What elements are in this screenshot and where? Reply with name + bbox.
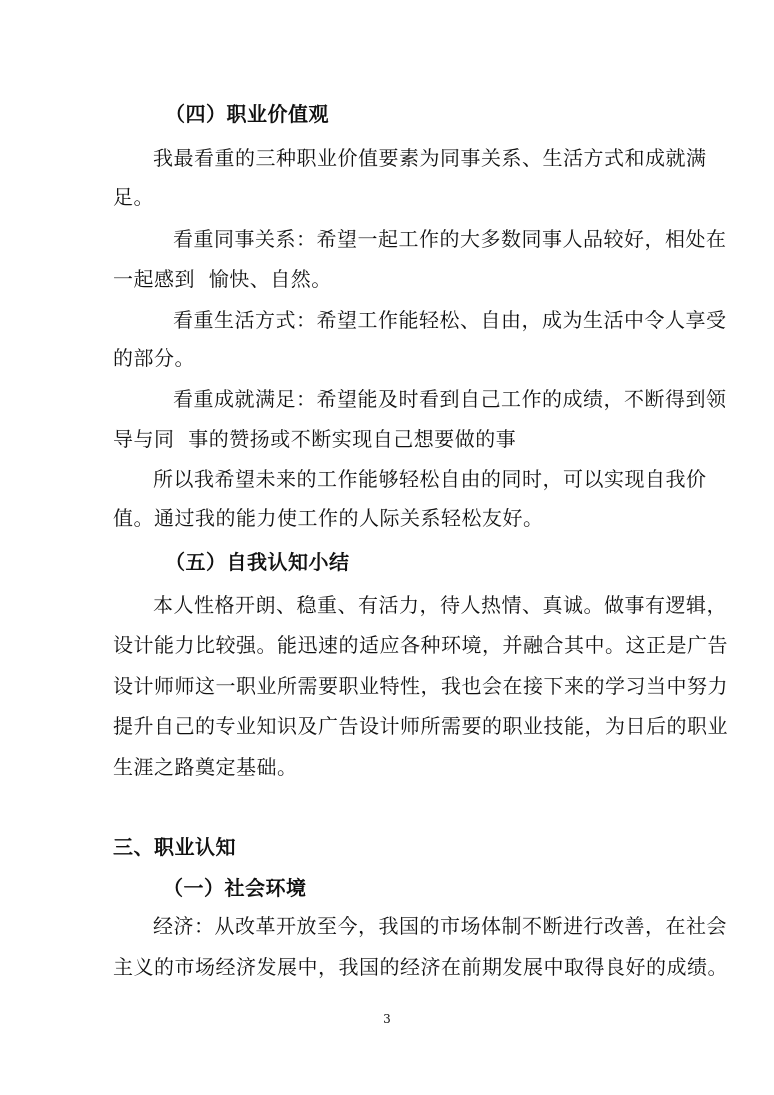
paragraph-line: 看重成就满足：希望能及时看到自己工作的成绩，不断得到领 bbox=[173, 387, 727, 411]
paragraph-line: 生涯之路奠定基础。 bbox=[113, 755, 298, 779]
paragraph-line: 导与同 事的赞扬或不断实现自己想要做的事 bbox=[113, 427, 517, 451]
paragraph-line: 所以我希望未来的工作能够轻松自由的同时，可以实现自我价 bbox=[153, 467, 707, 491]
paragraph-line: 我最看重的三种职业价值要素为同事关系、生活方式和成就满 bbox=[153, 146, 707, 170]
paragraph-line: 足。 bbox=[113, 185, 154, 209]
paragraph-line: 设计师师这一职业所需要职业特性，我也会在接下来的学习当中努力 bbox=[113, 674, 728, 698]
paragraph-line: 的部分。 bbox=[113, 346, 195, 370]
page-number: 3 bbox=[383, 1012, 391, 1026]
paragraph-line: 值。通过我的能力使工作的人际关系轻松友好。 bbox=[113, 506, 544, 530]
paragraph-line: 看重同事关系：希望一起工作的大多数同事人品较好，相处在 bbox=[173, 227, 727, 251]
subsection-heading-social-environment: （一）社会环境 bbox=[163, 876, 307, 900]
section-heading-self-summary: （五）自我认知小结 bbox=[165, 550, 350, 574]
paragraph-line: 提升自己的专业知识及广告设计师所需要的职业技能，为日后的职业 bbox=[113, 714, 728, 738]
paragraph-line: 主义的市场经济发展中，我国的经济在前期发展中取得良好的成绩。 bbox=[113, 955, 728, 979]
paragraph-line: 设计能力比较强。能迅速的适应各种环境，并融合其中。这正是广告 bbox=[113, 633, 728, 657]
paragraph-line: 一起感到 愉快、自然。 bbox=[113, 267, 332, 291]
chapter-heading-career-cognition: 三、职业认知 bbox=[113, 835, 236, 859]
section-heading-career-values: （四）职业价值观 bbox=[165, 102, 329, 126]
paragraph-line: 经济：从改革开放至今，我国的市场体制不断进行改善，在社会 bbox=[153, 914, 727, 938]
paragraph-line: 看重生活方式：希望工作能轻松、自由，成为生活中令人享受 bbox=[173, 308, 727, 332]
paragraph-line: 本人性格开朗、稳重、有活力，待人热情、真诚。做事有逻辑， bbox=[153, 593, 727, 617]
